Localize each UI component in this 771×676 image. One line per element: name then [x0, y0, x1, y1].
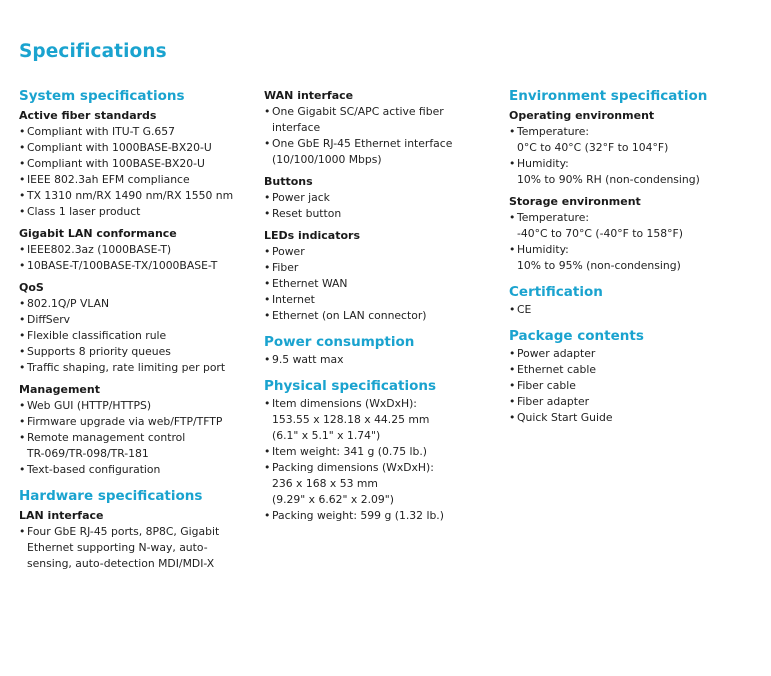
spec-list-item: [19, 398, 257, 414]
section-title-physical-specifications: Physical specifications: [264, 378, 437, 394]
spec-item-text: • Ethernet WAN: [272, 277, 348, 290]
spec-list: [264, 352, 500, 368]
spec-list-item: [509, 124, 749, 156]
spec-list: [264, 104, 500, 168]
spec-item-text: 10% to 95% (non-condensing): [517, 259, 681, 272]
spec-list-item: [264, 190, 500, 206]
spec-list: [19, 124, 257, 220]
spec-list-item: [509, 394, 749, 410]
spec-list: [19, 296, 257, 376]
spec-item-text: -40°C to 70°C (-40°F to 158°F): [517, 227, 683, 240]
section-title-system-specifications: System specifications: [19, 88, 185, 104]
spec-item-text: • Packing dimensions (WxDxH):: [272, 461, 434, 474]
spec-item-text: • Item dimensions (WxDxH):: [272, 397, 417, 410]
spec-list-item: [264, 508, 500, 524]
subheading-active-fiber-standards: Active fiber standards: [19, 109, 157, 122]
spec-item-text: • Compliant with ITU-T G.657: [27, 125, 175, 138]
spec-list: [264, 190, 500, 222]
spec-item-text: • Packing weight: 599 g (1.32 lb.): [272, 509, 444, 522]
spec-item-text: • Humidity:: [517, 157, 569, 170]
spec-list-item: [264, 396, 500, 444]
spec-item-text: • Humidity:: [517, 243, 569, 256]
spec-item-text: • 9.5 watt max: [272, 353, 344, 366]
spec-item-text: • Class 1 laser product: [27, 205, 141, 218]
spec-item-text: • 10BASE-T/100BASE-TX/1000BASE-T: [27, 259, 218, 272]
subheading-leds-indicators: LEDs indicators: [264, 229, 361, 242]
spec-item-text: • Ethernet (on LAN connector): [272, 309, 427, 322]
spec-item-text: • Quick Start Guide: [517, 411, 613, 424]
subheading-lan-interface: LAN interface: [19, 509, 104, 522]
spec-list: [19, 242, 257, 274]
spec-list-item: [264, 260, 500, 276]
spec-column-1: [19, 86, 257, 572]
spec-list-item: [264, 104, 500, 136]
spec-list: [509, 302, 749, 318]
spec-item-text: • Power adapter: [517, 347, 596, 360]
spec-item-text: • IEEE 802.3ah EFM compliance: [27, 173, 190, 186]
section-title-environment-specification: Environment specification: [509, 88, 708, 104]
subheading-management: Management: [19, 383, 100, 396]
spec-list-item: [509, 362, 749, 378]
spec-list-item: [19, 296, 257, 312]
spec-item-text: • CE: [517, 303, 532, 316]
spec-list-item: [509, 302, 749, 318]
spec-list: [264, 396, 500, 524]
spec-list-item: [509, 156, 749, 188]
section-title-certification: Certification: [509, 284, 603, 300]
spec-item-text: 153.55 x 128.18 x 44.25 mm: [272, 413, 430, 426]
subheading-gigabit-lan-conformance: Gigabit LAN conformance: [19, 227, 177, 240]
page-title: Specifications: [19, 41, 167, 62]
spec-list-item: [19, 524, 257, 572]
spec-item-text: • Text-based configuration: [27, 463, 161, 476]
spec-list-item: [509, 242, 749, 274]
spec-list-item: [264, 292, 500, 308]
spec-item-text: (9.29" x 6.62" x 2.09"): [272, 493, 394, 506]
spec-list-item: [19, 312, 257, 328]
spec-list-item: [19, 140, 257, 156]
spec-list-item: [264, 460, 500, 508]
spec-list-item: [264, 352, 500, 368]
spec-item-text: Ethernet supporting N-way, auto-: [27, 541, 208, 554]
spec-item-text: • Web GUI (HTTP/HTTPS): [27, 399, 152, 412]
spec-list: [19, 524, 257, 572]
subheading-buttons: Buttons: [264, 175, 313, 188]
spec-column-2: [264, 86, 500, 524]
spec-list-item: [264, 244, 500, 260]
spec-item-text: • Four GbE RJ-45 ports, 8P8C, Gigabit: [27, 525, 220, 538]
spec-list-item: [264, 276, 500, 292]
subheading-wan-interface: WAN interface: [264, 89, 354, 102]
spec-item-text: 0°C to 40°C (32°F to 104°F): [517, 141, 669, 154]
spec-list-item: [19, 258, 257, 274]
spec-item-text: • Compliant with 100BASE-BX20-U: [27, 157, 205, 170]
spec-item-text: • Fiber adapter: [517, 395, 590, 408]
spec-list-item: [19, 462, 257, 478]
spec-list-item: [264, 136, 500, 168]
spec-list-item: [19, 188, 257, 204]
spec-item-text: • Reset button: [272, 207, 342, 220]
spec-item-text: • TX 1310 nm/RX 1490 nm/RX 1550 nm: [27, 189, 234, 202]
spec-list-item: [19, 344, 257, 360]
spec-item-text: • Compliant with 1000BASE-BX20-U: [27, 141, 212, 154]
spec-list-item: [19, 242, 257, 258]
spec-item-text: • One GbE RJ-45 Ethernet interface: [272, 137, 453, 150]
spec-item-text: 10% to 90% RH (non-condensing): [517, 173, 700, 186]
subheading-storage-environment: Storage environment: [509, 195, 641, 208]
spec-list-item: [509, 378, 749, 394]
spec-item-text: • Fiber: [272, 261, 299, 274]
spec-list: [19, 398, 257, 478]
spec-list-item: [19, 172, 257, 188]
spec-list-item: [264, 206, 500, 222]
spec-item-text: • Fiber cable: [517, 379, 576, 392]
spec-item-text: (6.1" x 5.1" x 1.74"): [272, 429, 381, 442]
spec-item-text: • Traffic shaping, rate limiting per port: [27, 361, 226, 374]
subheading-operating-environment: Operating environment: [509, 109, 655, 122]
spec-item-text: • Ethernet cable: [517, 363, 596, 376]
section-title-hardware-specifications: Hardware specifications: [19, 488, 203, 504]
spec-list-item: [19, 124, 257, 140]
spec-list: [509, 346, 749, 426]
spec-item-text: • Flexible classification rule: [27, 329, 167, 342]
spec-item-text: • Item weight: 341 g (0.75 lb.): [272, 445, 427, 458]
spec-list-item: [509, 410, 749, 426]
spec-item-text: • Remote management control: [27, 431, 186, 444]
spec-list-item: [509, 210, 749, 242]
spec-column-3: [509, 86, 749, 426]
spec-item-text: • Temperature:: [517, 211, 590, 224]
spec-list-item: [19, 360, 257, 376]
section-title-package-contents: Package contents: [509, 328, 644, 344]
spec-list-item: [264, 444, 500, 460]
spec-item-text: • One Gigabit SC/APC active fiber: [272, 105, 444, 118]
spec-item-text: • Temperature:: [517, 125, 590, 138]
spec-item-text: • Power: [272, 245, 305, 258]
spec-item-text: 236 x 168 x 53 mm: [272, 477, 378, 490]
spec-item-text: • Power jack: [272, 191, 330, 204]
spec-list: [509, 124, 749, 188]
spec-item-text: • Supports 8 priority queues: [27, 345, 171, 358]
spec-item-text: • 802.1Q/P VLAN: [27, 297, 110, 310]
spec-list-item: [509, 346, 749, 362]
spec-list-item: [19, 430, 257, 462]
spec-item-text: interface: [272, 121, 321, 134]
spec-item-text: sensing, auto-detection MDI/MDI-X: [27, 557, 215, 570]
spec-list-item: [19, 204, 257, 220]
section-title-power-consumption: Power consumption: [264, 334, 415, 350]
spec-item-text: (10/100/1000 Mbps): [272, 153, 382, 166]
spec-list-item: [19, 328, 257, 344]
spec-item-text: • IEEE802.3az (1000BASE-T): [27, 243, 172, 256]
spec-list: [509, 210, 749, 274]
spec-item-text: • Firmware upgrade via web/FTP/TFTP: [27, 415, 223, 428]
spec-list-item: [19, 156, 257, 172]
spec-list: [264, 244, 500, 324]
spec-item-text: TR-069/TR-098/TR-181: [27, 447, 149, 460]
spec-item-text: • Internet: [272, 293, 315, 306]
subheading-qos: QoS: [19, 281, 44, 294]
spec-item-text: • DiffServ: [27, 313, 71, 326]
spec-list-item: [19, 414, 257, 430]
spec-list-item: [264, 308, 500, 324]
